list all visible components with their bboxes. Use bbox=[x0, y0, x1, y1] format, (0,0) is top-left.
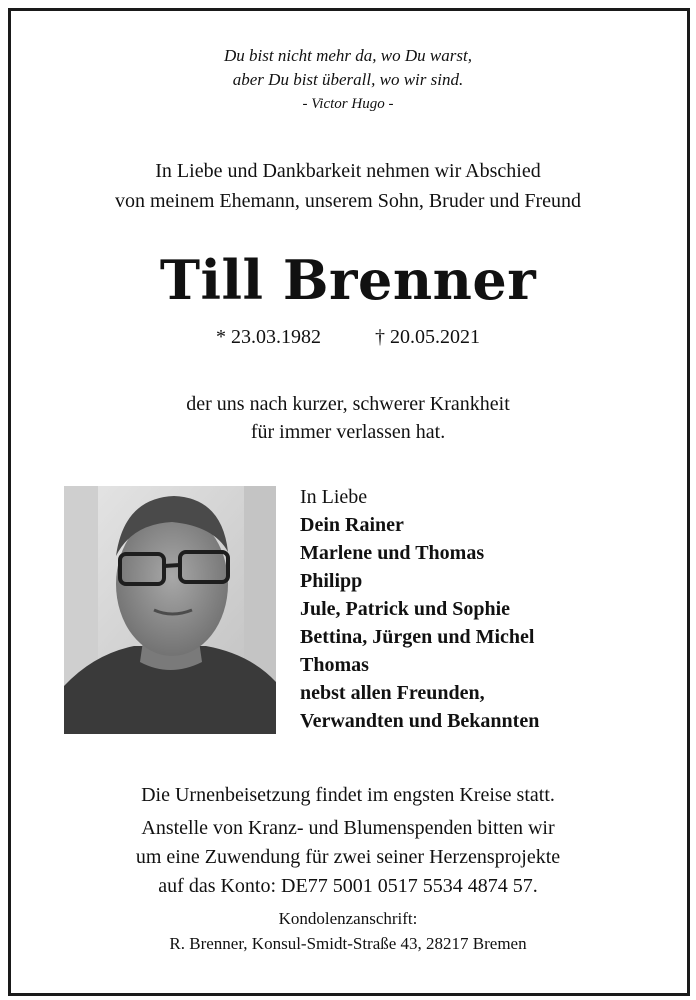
burial-notice: Die Urnenbeisetzung findet im engsten Kreise statt. bbox=[141, 784, 555, 806]
birth-date: * 23.03.1982 bbox=[216, 326, 321, 348]
death-date: † 20.05.2021 bbox=[375, 326, 480, 348]
mourner-6: Thomas bbox=[300, 654, 369, 676]
quote-author: - Victor Hugo - bbox=[302, 96, 394, 112]
condolence-label: Kondolenzanschrift: bbox=[278, 909, 418, 928]
deceased-name: Till Brenner bbox=[159, 248, 537, 312]
epigraph-quote bbox=[0, 44, 696, 116]
donation-line-2: um eine Zuwendung für zwei seiner Herzensprojekte bbox=[135, 846, 561, 868]
mourner-1: Dein Rainer bbox=[300, 514, 404, 536]
donation-line-1: Anstelle von Kranz- und Blumenspenden bitten wir bbox=[141, 817, 555, 839]
mourner-8: Verwandten und Bekannten bbox=[300, 710, 540, 732]
condolence-address bbox=[0, 906, 696, 956]
portrait-photo bbox=[64, 486, 276, 734]
life-dates bbox=[0, 326, 696, 349]
condolence-street: R. Brenner, Konsul-Smidt-Straße 43, 28217 Bremen bbox=[169, 934, 527, 953]
description-line-1: der uns nach kurzer, schwerer Krankheit bbox=[186, 393, 510, 415]
quote-line-2: aber Du bist überall, wo wir sind. bbox=[232, 70, 464, 89]
mourner-2: Marlene und Thomas bbox=[300, 542, 485, 564]
donation-request bbox=[0, 814, 696, 901]
mourner-4: Jule, Patrick und Sophie bbox=[300, 598, 511, 620]
intro-line-1: In Liebe und Dankbarkeit nehmen wir Abschied bbox=[155, 160, 541, 182]
mourners-list bbox=[300, 483, 539, 735]
mourner-3: Philipp bbox=[300, 570, 363, 592]
intro-text bbox=[0, 156, 696, 216]
donation-line-3: auf das Konto: DE77 5001 0517 5534 4874 57. bbox=[158, 875, 538, 897]
mourner-5: Bettina, Jürgen und Michel bbox=[300, 626, 535, 648]
description-text bbox=[0, 390, 696, 446]
mourner-7: nebst allen Freunden, bbox=[300, 682, 485, 704]
intro-line-2: von meinem Ehemann, unserem Sohn, Bruder und Freund bbox=[114, 190, 582, 212]
description-line-2: für immer verlassen hat. bbox=[250, 421, 446, 443]
quote-line-1: Du bist nicht mehr da, wo Du warst, bbox=[224, 46, 472, 65]
mourners-lead: In Liebe bbox=[300, 486, 368, 508]
